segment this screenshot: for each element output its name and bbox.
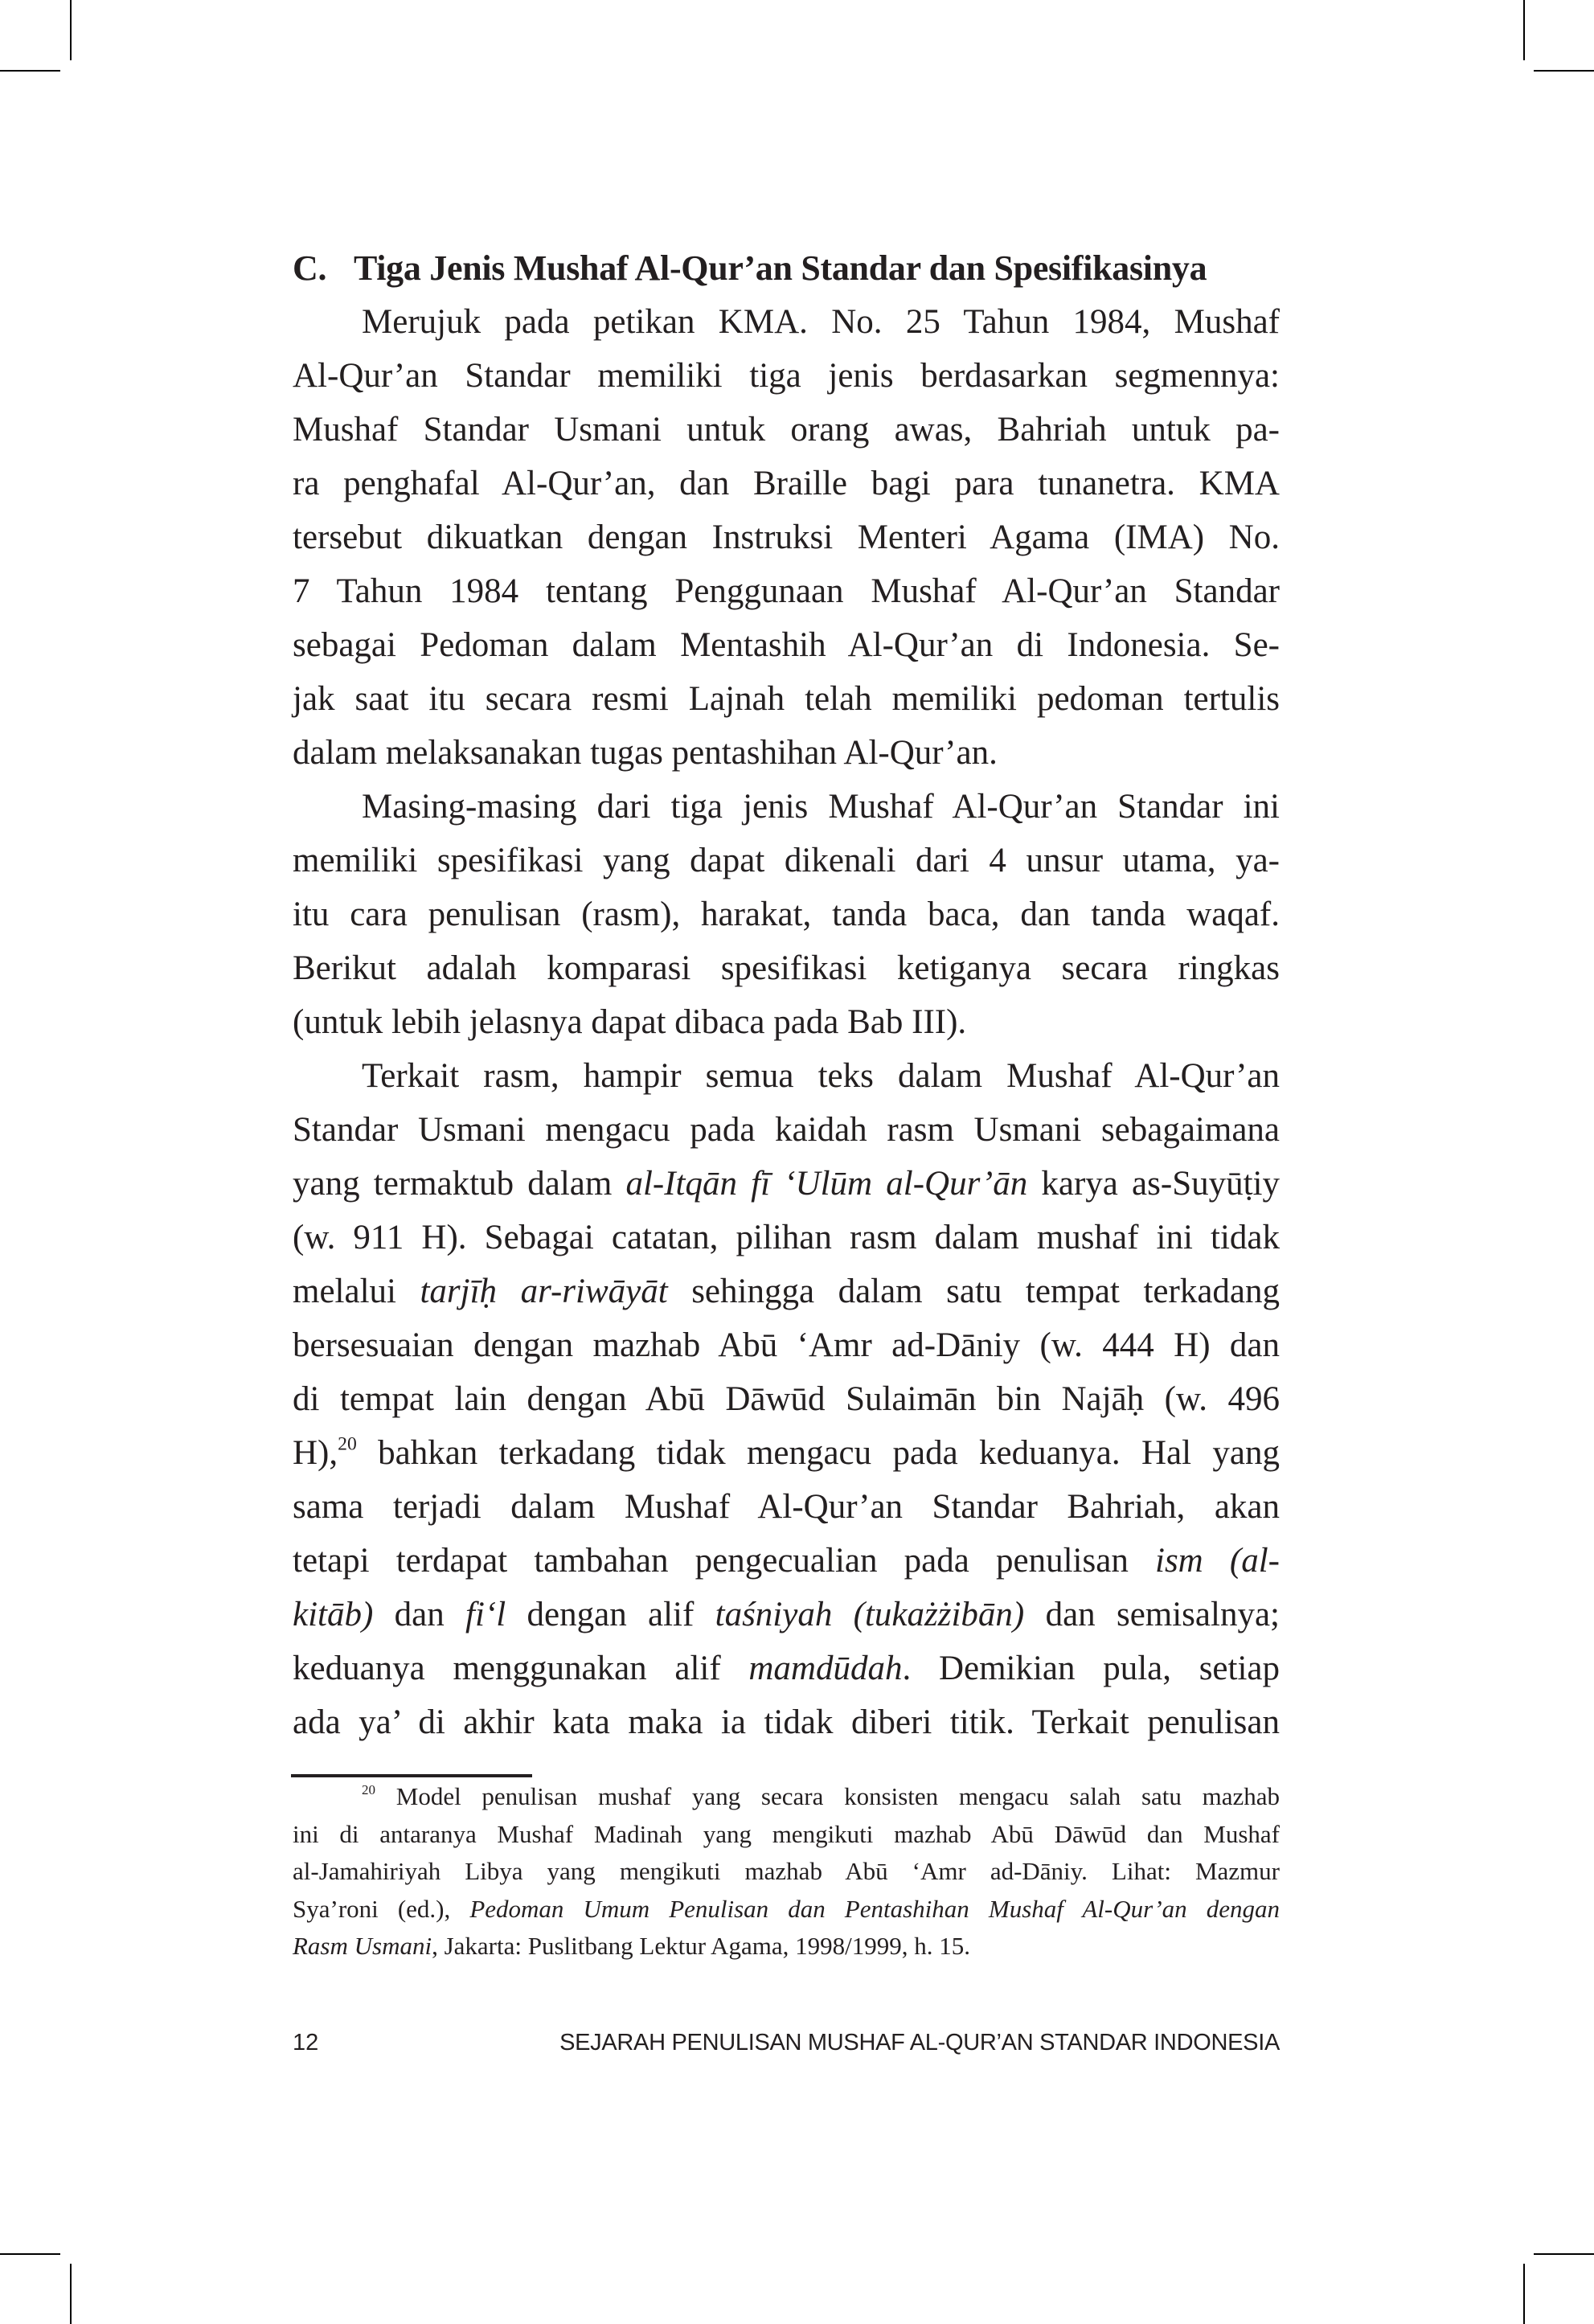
book-title-italic: Rasm Usmani bbox=[293, 1932, 432, 1960]
text-line: Berikut adalah komparasi spesifikasi ketiganya secara ringkas bbox=[293, 949, 1280, 987]
page-footer bbox=[293, 2030, 1280, 2070]
section-number: C. bbox=[293, 248, 327, 288]
text-line: Merujuk pada petikan KMA. No. 25 Tahun 1984, Mushaf bbox=[362, 303, 1280, 341]
text-span: H), bbox=[293, 1434, 338, 1472]
text-line bbox=[293, 1642, 1280, 1695]
text-line: al-Jamahiriyah Libya yang mengikuti mazhab Abū ‘Amr ad-Dāniy. Lihat: Mazmur bbox=[293, 1857, 1280, 1885]
text-line bbox=[293, 1928, 1280, 1965]
text-line: sama terjadi dalam Mushaf Al-Qur’an Standar Bahriah, akan bbox=[293, 1488, 1280, 1526]
text-line: ada ya’ di akhir kata maka ia tidak diberi titik. Terkait penulisan bbox=[293, 1703, 1280, 1741]
running-title: SEJARAH PENULISAN MUSHAF AL-QUR’AN STANDAR INDONESIA bbox=[559, 2030, 1280, 2056]
footnote-20 bbox=[293, 1778, 1280, 1965]
text-line: di tempat lain dengan Abū Dāwūd Sulaimān bin Najāḥ (w. 496 bbox=[293, 1380, 1280, 1418]
text-span: Model penulisan mushaf yang secara konsisten mengacu salah satu mazhab bbox=[375, 1782, 1280, 1810]
page-number: 12 bbox=[293, 2030, 319, 2056]
crop-mark-top-left-horizontal bbox=[0, 70, 60, 72]
text-span: . Demikian pula, setiap bbox=[902, 1650, 1280, 1687]
text-span: dan bbox=[373, 1596, 466, 1633]
footnote-number: 20 bbox=[362, 1782, 376, 1798]
text-line bbox=[293, 1157, 1280, 1211]
book-title-italic: al-Itqān fī ‘Ulūm al-Qur’ān bbox=[625, 1165, 1028, 1203]
text-line: (untuk lebih jelasnya dapat dibaca pada Bab III). bbox=[293, 1003, 967, 1041]
text-line: sebagai Pedoman dalam Mentashih Al-Qur’an di Indonesia. Se- bbox=[293, 626, 1280, 664]
text-span: melalui bbox=[293, 1273, 420, 1310]
text-line: Masing-masing dari tiga jenis Mushaf Al-Qur’an Standar ini bbox=[362, 788, 1280, 826]
text-span: yang termaktub dalam bbox=[293, 1165, 626, 1203]
crop-mark-bottom-right-vertical bbox=[1523, 2264, 1525, 2324]
footnote-separator bbox=[291, 1774, 532, 1777]
text-line bbox=[293, 1264, 1280, 1318]
text-line: ini di antaranya Mushaf Madinah yang mengikuti mazhab Abū Dāwūd dan Mushaf bbox=[293, 1819, 1280, 1848]
text-line: tersebut dikuatkan dengan Instruksi Menteri Agama (IMA) No. bbox=[293, 518, 1280, 556]
text-line bbox=[293, 1778, 1280, 1816]
term-italic: ism (al- bbox=[1155, 1542, 1280, 1580]
text-line bbox=[293, 1588, 1280, 1642]
text-line: ra penghafal Al-Qur’an, dan Braille bagi para tunanetra. KMA bbox=[293, 465, 1280, 502]
text-line bbox=[293, 1891, 1280, 1928]
paragraph-2 bbox=[293, 780, 1280, 1049]
text-span: karya as-Suyūṭiy bbox=[1027, 1165, 1280, 1203]
paragraph-1 bbox=[293, 295, 1280, 780]
term-italic: mamdūdah bbox=[748, 1650, 903, 1687]
text-span: bahkan terkadang tidak mengacu pada keduanya. Hal yang bbox=[356, 1434, 1280, 1472]
crop-mark-top-right-vertical bbox=[1523, 0, 1525, 60]
text-line: bersesuaian dengan mazhab Abū ‘Amr ad-Dāniy (w. 444 H) dan bbox=[293, 1326, 1280, 1364]
text-line bbox=[293, 1426, 1280, 1480]
text-line bbox=[293, 1534, 1280, 1588]
section-heading bbox=[293, 241, 1280, 295]
crop-mark-top-left-vertical bbox=[70, 0, 72, 60]
term-italic: kitāb) bbox=[293, 1596, 374, 1633]
text-line: Al-Qur’an Standar memiliki tiga jenis berdasarkan segmennya: bbox=[293, 357, 1280, 395]
footnote-reference[interactable]: 20 bbox=[338, 1433, 357, 1455]
text-span: , Jakarta: Puslitbang Lektur Agama, 1998/1999, h. 15. bbox=[432, 1932, 970, 1960]
text-line: itu cara penulisan (rasm), harakat, tanda baca, dan tanda waqaf. bbox=[293, 896, 1280, 933]
text-line: Standar Usmani mengacu pada kaidah rasm Usmani sebagaimana bbox=[293, 1111, 1280, 1149]
text-line: jak saat itu secara resmi Lajnah telah memiliki pedoman tertulis bbox=[293, 680, 1280, 718]
book-title-italic: Pedoman Umum Penulisan dan Pentashihan Mushaf Al-Qur’an dengan bbox=[469, 1894, 1280, 1923]
text-span: keduanya menggunakan alif bbox=[293, 1650, 749, 1687]
text-span: tetapi terdapat tambahan pengecualian pada penulisan bbox=[293, 1542, 1155, 1580]
crop-mark-bottom-right-horizontal bbox=[1534, 2253, 1594, 2255]
page-body bbox=[293, 241, 1280, 1749]
text-span: sehingga dalam satu tempat terkadang bbox=[667, 1273, 1280, 1310]
paragraph-3 bbox=[293, 1049, 1280, 1749]
text-span: dengan alif bbox=[506, 1596, 715, 1633]
crop-mark-bottom-left-horizontal bbox=[0, 2253, 60, 2255]
text-line: dalam melaksanakan tugas pentashihan Al-Qur’an. bbox=[293, 734, 998, 772]
section-title: Tiga Jenis Mushaf Al-Qur’an Standar dan Spesifikasinya bbox=[354, 248, 1207, 288]
term-italic: tarjīḥ ar-riwāyāt bbox=[420, 1273, 668, 1310]
term-italic: taśniyah (tukażżibān) bbox=[715, 1596, 1025, 1633]
term-italic: fi‘l bbox=[465, 1596, 506, 1633]
text-line: (w. 911 H). Sebagai catatan, pilihan rasm dalam mushaf ini tidak bbox=[293, 1219, 1280, 1256]
text-line: memiliki spesifikasi yang dapat dikenali dari 4 unsur utama, ya- bbox=[293, 842, 1280, 879]
text-line: Terkait rasm, hampir semua teks dalam Mushaf Al-Qur’an bbox=[362, 1057, 1280, 1095]
text-line: Mushaf Standar Usmani untuk orang awas, Bahriah untuk pa- bbox=[293, 411, 1280, 449]
crop-mark-bottom-left-vertical bbox=[70, 2264, 72, 2324]
crop-mark-top-right-horizontal bbox=[1534, 70, 1594, 72]
text-line: 7 Tahun 1984 tentang Penggunaan Mushaf Al-Qur’an Standar bbox=[293, 572, 1280, 610]
text-span: dan semisalnya; bbox=[1024, 1596, 1280, 1633]
text-span: Sya’roni (ed.), bbox=[293, 1894, 470, 1923]
